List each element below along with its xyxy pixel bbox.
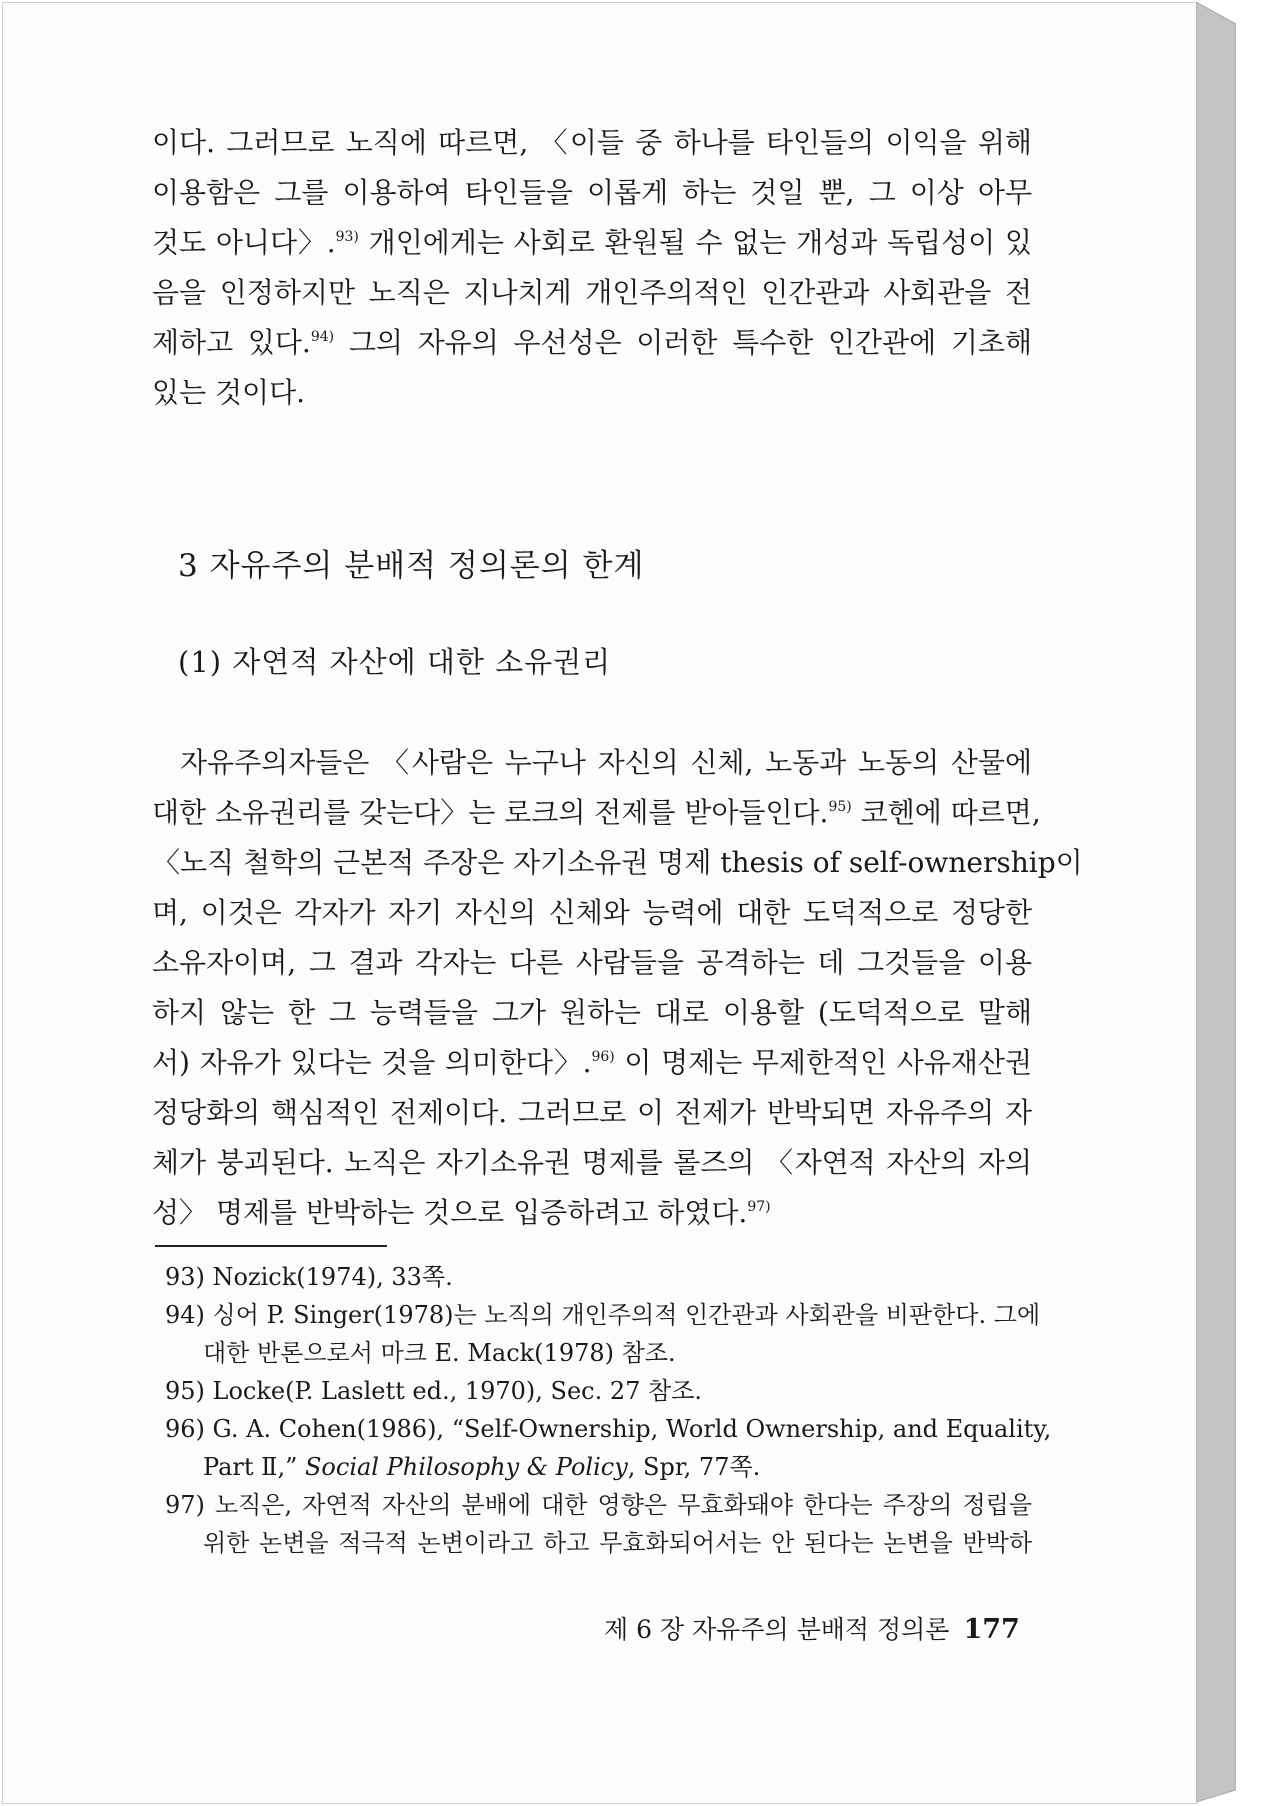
footnote-93: 93) Nozick(1974), 33쪽. [165,1263,453,1291]
text-line: 것도 아니다〉.$^{93)}$ 개인에게는 사회로 환원될 수 없는 개성과 독립성이 있 [152,226,1032,259]
paragraph-2 [152,738,1083,1238]
running-title: 제 6 장 자유주의 분배적 정의론 [604,1615,950,1644]
footnote-ref-97: 97) [747,1199,771,1215]
footnote-94-cont: 대한 반론으로서 마크 E. Mack(1978) 참조. [203,1339,676,1367]
text-line: 성〉 명제를 반박하는 것으로 입증하려고 하였다.$^{97)}$ [152,1196,771,1229]
footnote-96: 96) G. A. Cohen(1986), “Self-Ownership, World Ownership, and Equality, [165,1415,1052,1443]
page-edge-shadow [1196,2,1236,1802]
subsection-heading: (1) 자연적 자산에 대한 소유권리 [178,645,612,679]
text-line: 〈노직 철학의 근본적 주장은 자기소유권 명제 thesis of self-ownership이 [152,846,1083,879]
text-line: 정당화의 핵심적인 전제이다. 그러므로 이 전제가 반박되면 자유주의 자 [152,1096,1032,1129]
text-line: 있는 것이다. [152,376,306,409]
text-line: 음을 인정하지만 노직은 지나치게 개인주의적인 인간관과 사회관을 전 [152,276,1032,309]
text-line: 이다. 그러므로 노직에 따르면, 〈이들 중 하나를 타인들의 이익을 위해 [152,126,1032,159]
text-line: 하지 않는 한 그 능력들을 그가 원하는 대로 이용할 (도덕적으로 말해 [152,996,1032,1029]
footnote-ref-94: 94) [310,329,335,345]
text-line: 자유주의자들은 〈사람은 누구나 자신의 신체, 노동과 노동의 산물에 [180,746,1032,779]
journal-title: Social Philosophy & Policy [304,1453,628,1481]
text-line: 대한 소유권리를 갖는다〉는 로크의 전제를 받아들인다.$^{95)}$ 코헨에 따르면, [152,796,1041,829]
text-line: 며, 이것은 각자가 자기 자신의 신체와 능력에 대한 도덕적으로 정당한 [152,896,1032,929]
text-line: 체가 붕괴된다. 노직은 자기소유권 명제를 롤즈의 〈자연적 자산의 자의 [152,1146,1032,1179]
footnotes [165,1258,1052,1562]
section-heading: 3 자유주의 분배적 정의론의 한계 [178,548,645,584]
footnote-ref-93: 93) [335,229,359,245]
text-line: 소유자이며, 그 결과 각자는 다른 사람들을 공격하는 데 그것들을 이용 [152,946,1032,979]
footnote-ref-96: 96) [591,1049,615,1065]
text-line: 제하고 있다.$^{94)}$ 그의 자유의 우선성은 이러한 특수한 인간관에 기초해 [152,326,1032,359]
footnote-97: 97) 노직은, 자연적 자산의 분배에 대한 영향은 무효화돼야 한다는 주장의 정립을 [165,1491,1032,1519]
footnote-ref-95: 95) [828,799,852,815]
footnote-divider [155,1245,387,1247]
footnote-95: 95) Locke(P. Laslett ed., 1970), Sec. 27 참조. [165,1377,703,1405]
page-number: 177 [963,1614,1020,1645]
text-line: 서) 자유가 있다는 것을 의미한다〉.$^{96)}$ 이 명제는 무제한적인 사유재산권 [152,1046,1032,1079]
footnote-97-cont: 위한 논변을 적극적 논변이라고 하고 무효화되어서는 안 된다는 논변을 반박하 [203,1529,1032,1557]
footnote-96-cont: Part Ⅱ,” Social Philosophy & Policy, Spr, 77쪽. [203,1453,761,1481]
running-footer [604,1610,1020,1646]
text-line: 이용함은 그를 이용하여 타인들을 이롭게 하는 것일 뿐, 그 이상 아무 [152,176,1032,209]
footnote-94: 94) 싱어 P. Singer(1978)는 노직의 개인주의적 인간관과 사회관을 비판한다. 그에 [165,1301,1041,1329]
paragraph-1 [152,118,1032,418]
